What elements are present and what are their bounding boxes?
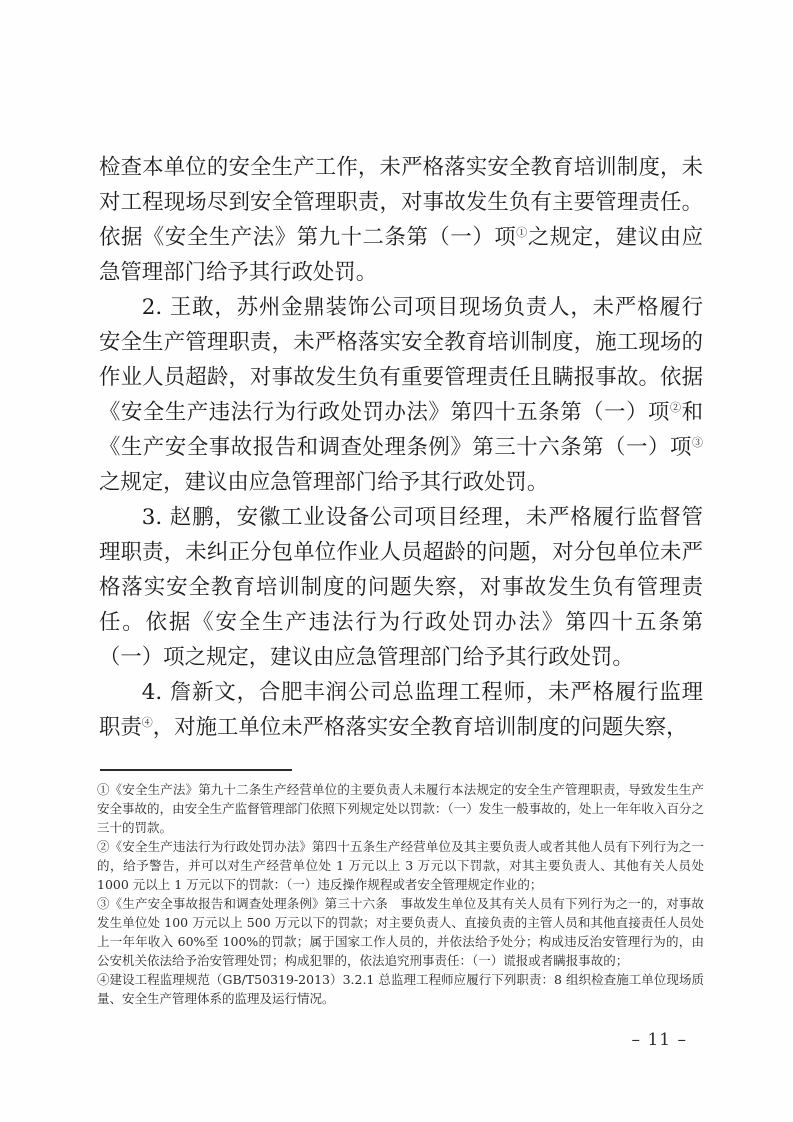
footnote-item: ③《生产安全事故报告和调查处理条例》第三十六条 事故发生单位及其有关人员有下列行为之一的，对事故发生单位处 100 万元以上 500 万元以下的罚款；对主要负责人、直接负责的主管人员和其他直接责任人员处上一年年收入 60%至 100%的罚款；属于国家工作人员的，并依法给予处分；构成违反治安管理行为的，由公安机关依法给予治安管理处罚；构成犯罪的，依法追究刑事责任：（一）谎报或者瞒报事故的； bbox=[97, 896, 704, 968]
body-paragraph: 3. 赵鹏，安徽工业设备公司项目经理，未严格履行监督管理职责，未纠正分包单位作业人员超龄的问题，对分包单位未严格落实安全教育培训制度的问题失察，对事故发生负有管理责任。依据《安全生产违法行为行政处罚办法》第四十五条第（一）项之规定，建议由应急管理部门给予其行政处罚。 bbox=[99, 505, 703, 670]
page-number: – 11 – bbox=[631, 1030, 687, 1050]
body-paragraph: 2. 王敢，苏州金鼎装饰公司项目现场负责人，未严格履行安全生产管理职责，未严格落实安全教育培训制度，施工现场的作业人员超龄，对事故发生负有重要管理责任且瞒报事故。依据《安全生产违法行为行政处罚办法》第四十五条第（一）项②和《生产安全事故报告和调查处理条例》第三十六条第（一）项③之规定，建议由应急管理部门给予其行政处罚。 bbox=[99, 295, 703, 495]
footnote-item: ④建设工程监理规范（GB/T50319-2013）3.2.1 总监理工程师应履行下列职责：8 组织检查施工单位现场质量、安全生产管理体系的监理及运行情况。 bbox=[97, 972, 704, 1006]
footnote-item: ①《安全生产法》第九十二条生产经营单位的主要负责人未履行本法规定的安全生产管理职责，导致发生生产安全事故的，由安全生产监督管理部门依照下列规定处以罚款：（一）发生一般事故的，处上一年年收入百分之三十的罚款。 bbox=[97, 782, 704, 835]
footnotes-section bbox=[97, 780, 704, 1008]
footnote-ref-superscript: ① bbox=[516, 225, 528, 239]
body-text bbox=[99, 150, 703, 745]
body-paragraph: 4. 詹新文，合肥丰润公司总监理工程师，未严格履行监理职责④，对施工单位未严格落实安全教育培训制度的问题失察， bbox=[99, 680, 703, 740]
footnote-ref-superscript: ③ bbox=[692, 435, 703, 449]
footnote-ref-superscript: ④ bbox=[141, 715, 153, 729]
footnote-ref-superscript: ② bbox=[670, 400, 682, 414]
body-paragraph: 检查本单位的安全生产工作，未严格落实安全教育培训制度，未对工程现场尽到安全管理职责，对事故发生负有主要管理责任。依据《安全生产法》第九十二条第（一）项①之规定，建议由应急管理部门给予其行政处罚。 bbox=[99, 155, 703, 285]
footnote-separator bbox=[100, 769, 292, 771]
footnote-item: ②《安全生产违法行为行政处罚办法》第四十五条生产经营单位及其主要负责人或者其他人员有下列行为之一的，给予警告，并可以对生产经营单位处 1 万元以上 3 万元以下罚款，对其主要负责人、其他有关人员处 1000 元以上 1 万元以下的罚款：（一）违反操作规程或者安全管理规定作业的； bbox=[97, 839, 704, 892]
